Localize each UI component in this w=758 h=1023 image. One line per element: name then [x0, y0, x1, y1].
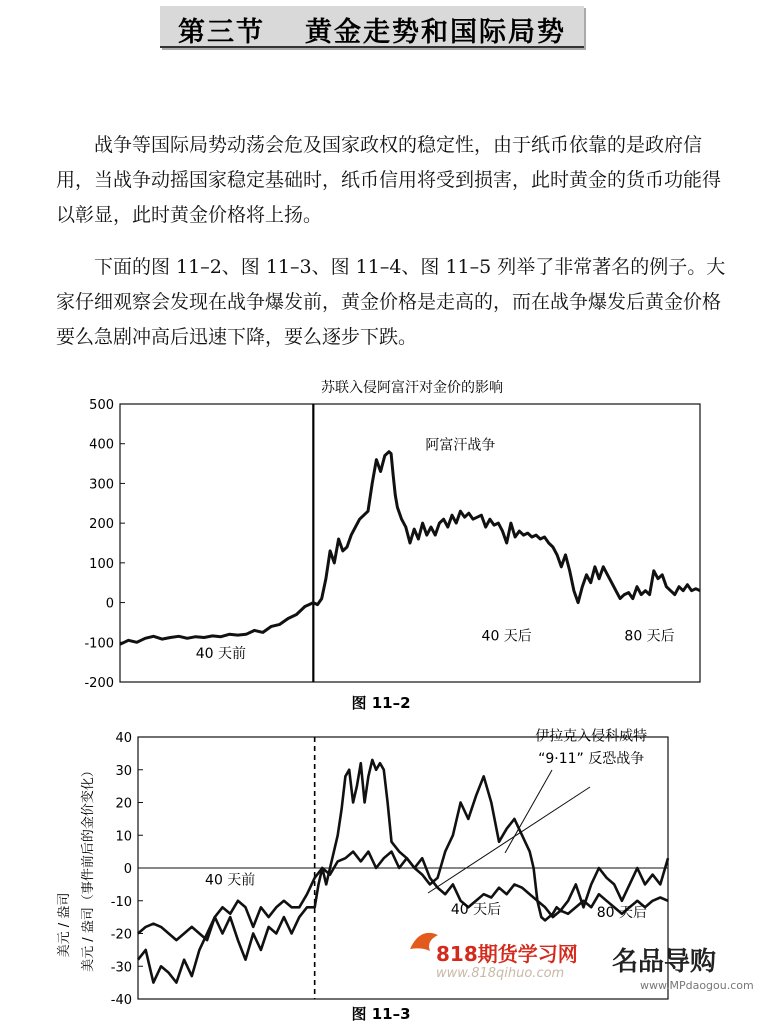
figure-11-3-ylabel: 美元 / 盎司（事件前后的金价变化）	[81, 764, 96, 972]
figure-11-3-annotation-40-after: 40 天后	[450, 901, 502, 918]
figure-11-3-pointer-kuwait	[505, 770, 552, 853]
figure-11-2-annotation-war: 阿富汗战争	[425, 437, 496, 454]
figure-11-2-annotation-80-after: 80 天后	[624, 628, 675, 645]
figure-11-2-series-line	[120, 452, 700, 645]
figure-11-3-pointer-911	[428, 787, 590, 893]
figure-11-2-caption: 图 11–2	[351, 694, 411, 712]
figure-11-3-ytick-label: -10	[110, 894, 132, 910]
watermark-mpdaogou	[612, 947, 754, 992]
figure-11-3-series-kuwait-line	[138, 760, 668, 983]
figure-11-2-title: 苏联入侵阿富汗对金价的影响	[321, 380, 503, 396]
figure-11-3-annotation-kuwait: 伊拉克入侵科威特	[535, 728, 648, 745]
figure-11-2-annotation-40-before: 40 天前	[195, 646, 247, 663]
section-number: 第三节	[178, 17, 265, 48]
section-title-bar	[160, 6, 584, 48]
watermark-right-url: www.MPdaogou.com	[640, 979, 754, 992]
figure-11-2-yaxis-ticks	[84, 398, 125, 691]
watermark-left-url: www.818qihuo.com	[436, 966, 565, 981]
figure-11-2-ytick-label: 400	[89, 437, 114, 453]
figure-11-3-ytick-label: 20	[115, 796, 132, 812]
section-title	[160, 10, 584, 49]
figure-11-3-ytick-label: 30	[115, 763, 132, 779]
figure-11-2-annotation-40-after: 40 天后	[481, 628, 532, 645]
paragraph-1: 战争等国际局势动荡会危及国家政权的稳定性，由于纸币依靠的是政府信用，当战争动摇国家稳定基础时，纸币信用将受到损害，此时黄金的货币功能得以彰显，此时黄金价格将上扬。	[56, 134, 722, 226]
section-heading: 黄金走势和国际局势	[305, 17, 566, 48]
flame-icon	[410, 933, 438, 951]
figure-11-2-ytick-label: 0	[105, 596, 114, 612]
figure-11-3-ytick-label: -40	[110, 993, 132, 1008]
figure-11-3-ytick-label: 10	[115, 829, 132, 845]
figure-11-3-annotation-80-after: 80 天后	[596, 905, 648, 922]
figure-11-2-ytick-label: 100	[89, 556, 114, 572]
figure-11-2-ytick-label: 200	[89, 517, 114, 533]
figure-11-2-ytick-label: 300	[89, 477, 114, 493]
figure-11-3-ytick-label: 0	[123, 862, 132, 877]
watermark-right-main: 名品导购	[612, 947, 717, 977]
figure-11-3-annotation-911: “9·11” 反恐战争	[538, 751, 645, 768]
watermark-818qihuo	[410, 933, 578, 981]
paragraph-2: 下面的图 11–2、图 11–3、图 11–4、图 11–5 列举了非常著名的例子。大家仔细观察会发现在战争爆发前，黄金价格是走高的，而在战争爆发后黄金价格要么急剧冲高后迅速下降，要么逐步下跌。	[56, 256, 726, 348]
watermark-left-main: 818期货学习网	[436, 942, 578, 966]
figure-11-2-ytick-label: 500	[89, 398, 114, 413]
figure-11-3-ytick-label: 40	[115, 731, 132, 746]
figure-11-3-caption: 图 11–3	[351, 1005, 411, 1023]
figure-11-3-ytick-label: -20	[110, 927, 132, 943]
figure-11-2-ylabel: 美元 / 盎司	[57, 892, 72, 958]
figure-11-3-chart	[0, 725, 758, 1023]
figure-11-3-annotation-40-before: 40 天前	[205, 872, 256, 889]
figure-11-2-ytick-label: -200	[84, 676, 114, 691]
figure-11-3-ytick-label: -30	[110, 960, 132, 976]
figure-11-2-ytick-label: -100	[84, 636, 114, 652]
